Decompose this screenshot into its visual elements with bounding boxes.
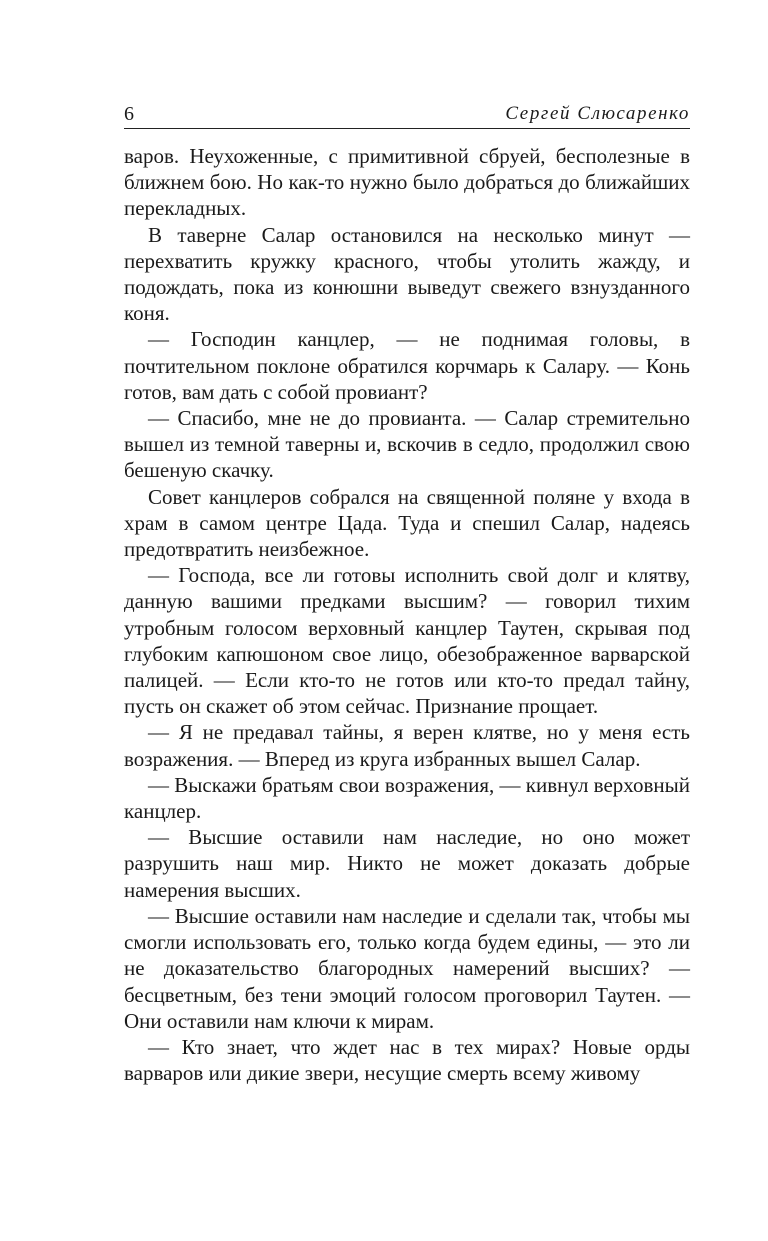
paragraph: В таверне Салар остановился на несколько минут — перехватить кружку красного, чтобы утолить жажду, и подождать, пока из конюшни выведут свежего взнузданного коня. <box>124 222 690 326</box>
paragraph: — Выскажи братьям свои возражения, — кивнул верховный канцлер. <box>124 772 690 824</box>
paragraph: — Высшие оставили нам наследие, но оно может разрушить наш мир. Никто не может доказать добрые намерения высших. <box>124 825 690 902</box>
paragraph: Совет канцлеров собрался на священной поляне у входа в храм в самом центре Цада. Туда и спешил Салар, надеясь предотвратить неизбежное. <box>124 484 690 562</box>
book-page <box>124 98 690 1086</box>
paragraph: — Господа, все ли готовы исполнить свой долг и клятву, данную вашими предками высшим? — говорил тихим утробным голосом верховный канцлер Таутен, скрывая под глубоким капюшоном свое лицо, обезображенное варварской палицей. — Если кто-то не готов или кто-то предал тайну, пусть он скажет об этом сейчас. Признание прощает. <box>124 563 690 719</box>
paragraph: — Высшие оставили нам наследие и сделали так, чтобы мы смогли использовать его, только когда будем едины, — это ли не доказательство благородных намерений высших? — бесцветным, без тени эмоций голосом проговорил Таутен. — Они оставили нам ключи к мирам. <box>124 903 690 1033</box>
running-header <box>124 98 690 129</box>
body-text <box>124 143 690 1086</box>
page-number: 6 <box>124 103 134 125</box>
paragraph: варов. Неухоженные, с примитивной сбруей, бесполезные в ближнем бою. Но как-то нужно было добраться до ближайших перекладных. <box>124 144 690 221</box>
paragraph: — Спасибо, мне не до провианта. — Салар стремительно вышел из темной таверны и, вскочив в седло, продолжил свою бешеную скачку. <box>124 406 690 483</box>
author-name: Сергей Слюсаренко <box>505 103 690 124</box>
paragraph: — Господин канцлер, — не поднимая головы, в почтительном поклоне обратился корчмарь к Салару. — Конь готов, вам дать с собой провиант? <box>124 327 690 404</box>
paragraph: — Кто знает, что ждет нас в тех мирах? Новые орды варваров или дикие звери, несущие смерть всему живому <box>124 1034 690 1086</box>
paragraph: — Я не предавал тайны, я верен клятве, но у меня есть возражения. — Вперед из круга избранных вышел Салар. <box>124 720 690 771</box>
